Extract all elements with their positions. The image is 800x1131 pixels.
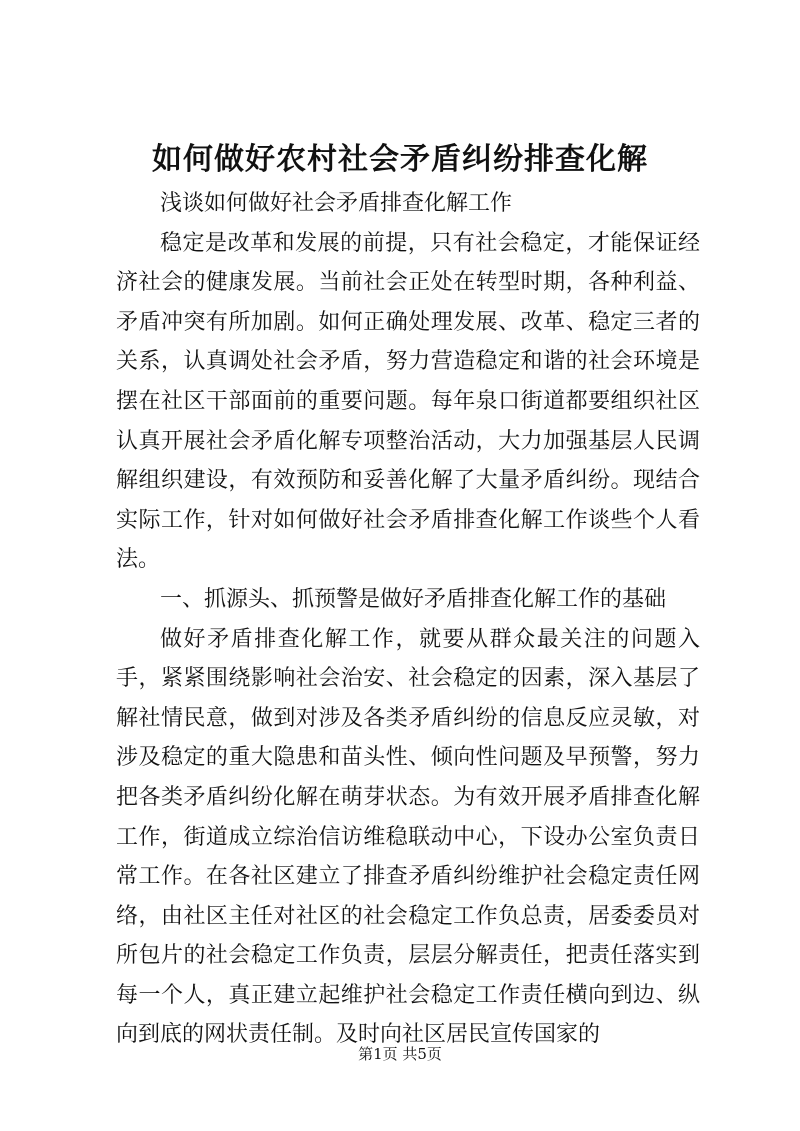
page-number-footer: 第1页 共5页 [358, 1045, 442, 1063]
section-heading: 一、抓源头、抓预警是做好矛盾排查化解工作的基础 [160, 586, 667, 612]
body-paragraph: 做好矛盾排查化解工作，就要从群众最关注的问题入手，紧紧围绕影响社会治安、社会稳定的因素，深入基层了解社情民意，做到对涉及各类矛盾纠纷的信息反应灵敏，对涉及稳定的重大隐患和苗头性、倾向性问题及早预警，努力把各类矛盾纠纷化解在萌芽状态。为有效开展矛盾排查化解工作，街道成立综治信访维稳联动中心，下设办公室负责日常工作。在各社区建立了排查矛盾纠纷维护社会稳定责任网络，由社区主任对社区的社会稳定工作负总责，居委委员对所包片的社会稳定工作负责，层层分解责任，把责任落实到每一个人，真正建立起维护社会稳定工作责任横向到边、纵向到底的网状责任制。及时向社区居民宣传国家的 [116, 626, 700, 1048]
document-title: 如何做好农村社会矛盾纠纷排查化解 [152, 142, 648, 177]
intro-paragraph: 稳定是改革和发展的前提，只有社会稳定，才能保证经济社会的健康发展。当前社会正处在转型时期，各种利益、矛盾冲突有所加剧。如何正确处理发展、改革、稳定三者的关系，认真调处社会矛盾，努力营造稳定和谐的社会环境是摆在社区干部面前的重要问题。每年泉口街道都要组织社区认真开展社会矛盾化解专项整治活动，大力加强基层人民调解组织建设，有效预防和妥善化解了大量矛盾纠纷。现结合实际工作，针对如何做好社会矛盾排查化解工作谈些个人看法。 [116, 230, 700, 573]
document-body [116, 184, 700, 1055]
subtitle-paragraph: 浅谈如何做好社会矛盾排查化解工作 [160, 191, 513, 216]
